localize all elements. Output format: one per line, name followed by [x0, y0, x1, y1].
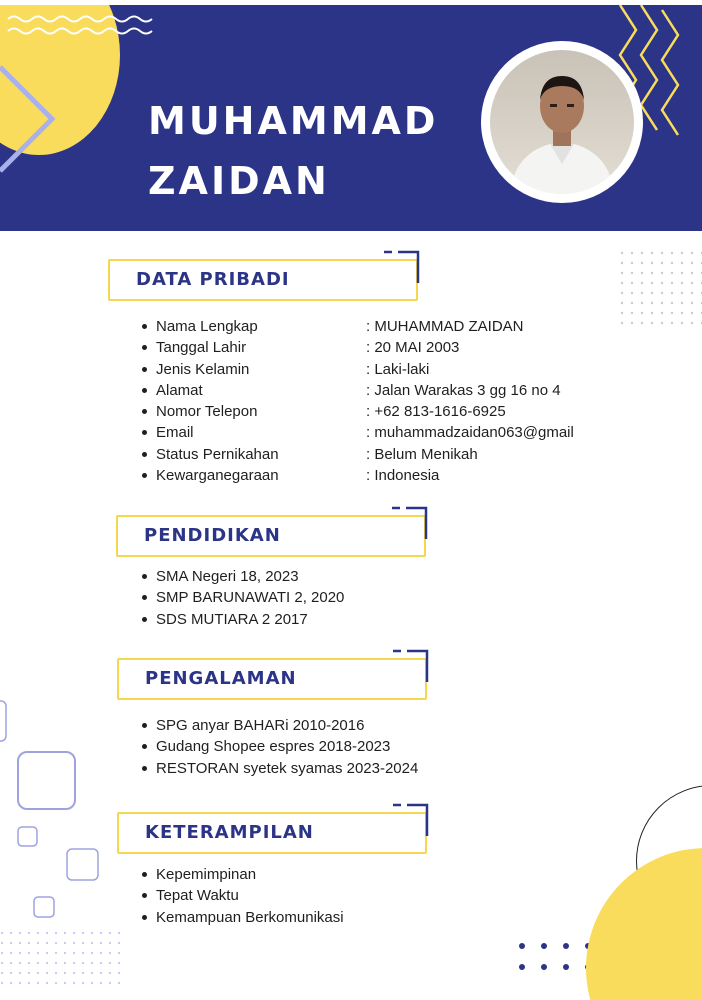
skills-list — [142, 864, 344, 928]
field-label: Kewarganegaraan — [156, 467, 279, 485]
field-label: Email — [156, 424, 194, 442]
list-item — [142, 337, 574, 358]
list-item: SDS MUTIARA 2 2017 — [142, 609, 344, 630]
zigzag-line-2 — [641, 5, 657, 130]
list-item: RESTORAN syetek syamas 2023-2024 — [142, 758, 418, 779]
name-first: MUHAMMAD — [148, 99, 439, 143]
profile-photo-image — [490, 50, 634, 194]
section-title: PENDIDIKAN — [144, 525, 281, 546]
rounded-square-outline — [18, 752, 75, 809]
profile-photo — [481, 41, 643, 203]
list-item — [142, 422, 574, 443]
personal-data-list — [142, 316, 574, 486]
field-label: Nama Lengkap — [156, 318, 258, 335]
bracket-icon — [382, 249, 426, 287]
list-item: Kepemimpinan — [142, 864, 344, 885]
list-item — [142, 316, 574, 337]
bracket-icon — [390, 505, 434, 543]
field-value: : +62 813-1616-6925 — [366, 403, 506, 421]
list-item: Kemampuan Berkomunikasi — [142, 907, 344, 928]
field-label: Status Pernikahan — [156, 445, 279, 463]
rounded-square-outline — [67, 849, 98, 880]
field-value: : Indonesia — [366, 467, 440, 485]
rounded-square-outline — [34, 897, 54, 917]
bracket-icon — [391, 802, 435, 840]
person-silhouette-icon — [490, 50, 634, 194]
list-item — [142, 444, 574, 465]
section-header-keterampilan — [117, 812, 427, 854]
section-header-data-pribadi — [108, 259, 418, 301]
list-item: SMP BARUNAWATI 2, 2020 — [142, 587, 344, 608]
section-title: PENGALAMAN — [145, 668, 297, 689]
field-value: : 20 MAI 2003 — [366, 339, 460, 357]
field-value: : Laki-laki — [366, 360, 430, 378]
dot-grid-top-right — [620, 249, 702, 331]
wave-line-2 — [8, 29, 152, 34]
person-name — [148, 91, 438, 211]
list-item — [142, 359, 574, 380]
name-last: ZAIDAN — [148, 159, 330, 203]
rounded-square-outline — [0, 701, 6, 741]
list-item: Tepat Waktu — [142, 885, 344, 906]
field-value: : MUHAMMAD ZAIDAN — [366, 318, 524, 335]
header-banner — [0, 5, 702, 231]
wave-line-1 — [8, 17, 152, 22]
list-item — [142, 401, 574, 422]
field-label: Nomor Telepon — [156, 403, 258, 421]
bracket-icon — [391, 648, 435, 686]
field-value: : muhammadzaidan063@gmail — [366, 424, 574, 442]
list-item — [142, 380, 574, 401]
dot-grid-bottom-left — [0, 925, 124, 985]
field-label: Alamat — [156, 381, 203, 399]
list-item: Gudang Shopee espres 2018-2023 — [142, 736, 418, 757]
field-label: Jenis Kelamin — [156, 360, 250, 378]
chevron-outline-icon — [0, 67, 52, 171]
section-title: KETERAMPILAN — [145, 822, 314, 843]
education-list — [142, 566, 344, 630]
field-value: : Jalan Warakas 3 gg 16 no 4 — [366, 381, 561, 399]
list-item: SPG anyar BAHARi 2010-2016 — [142, 715, 418, 736]
section-header-pengalaman — [117, 658, 427, 700]
list-item: SMA Negeri 18, 2023 — [142, 566, 344, 587]
section-title: DATA PRIBADI — [136, 269, 290, 290]
field-value: : Belum Menikah — [366, 445, 478, 463]
list-item — [142, 465, 574, 486]
experience-list — [142, 715, 418, 779]
section-header-pendidikan — [116, 515, 426, 557]
field-label: Tanggal Lahir — [156, 339, 247, 357]
zigzag-line-3 — [662, 10, 678, 135]
rounded-square-outline — [18, 827, 37, 846]
